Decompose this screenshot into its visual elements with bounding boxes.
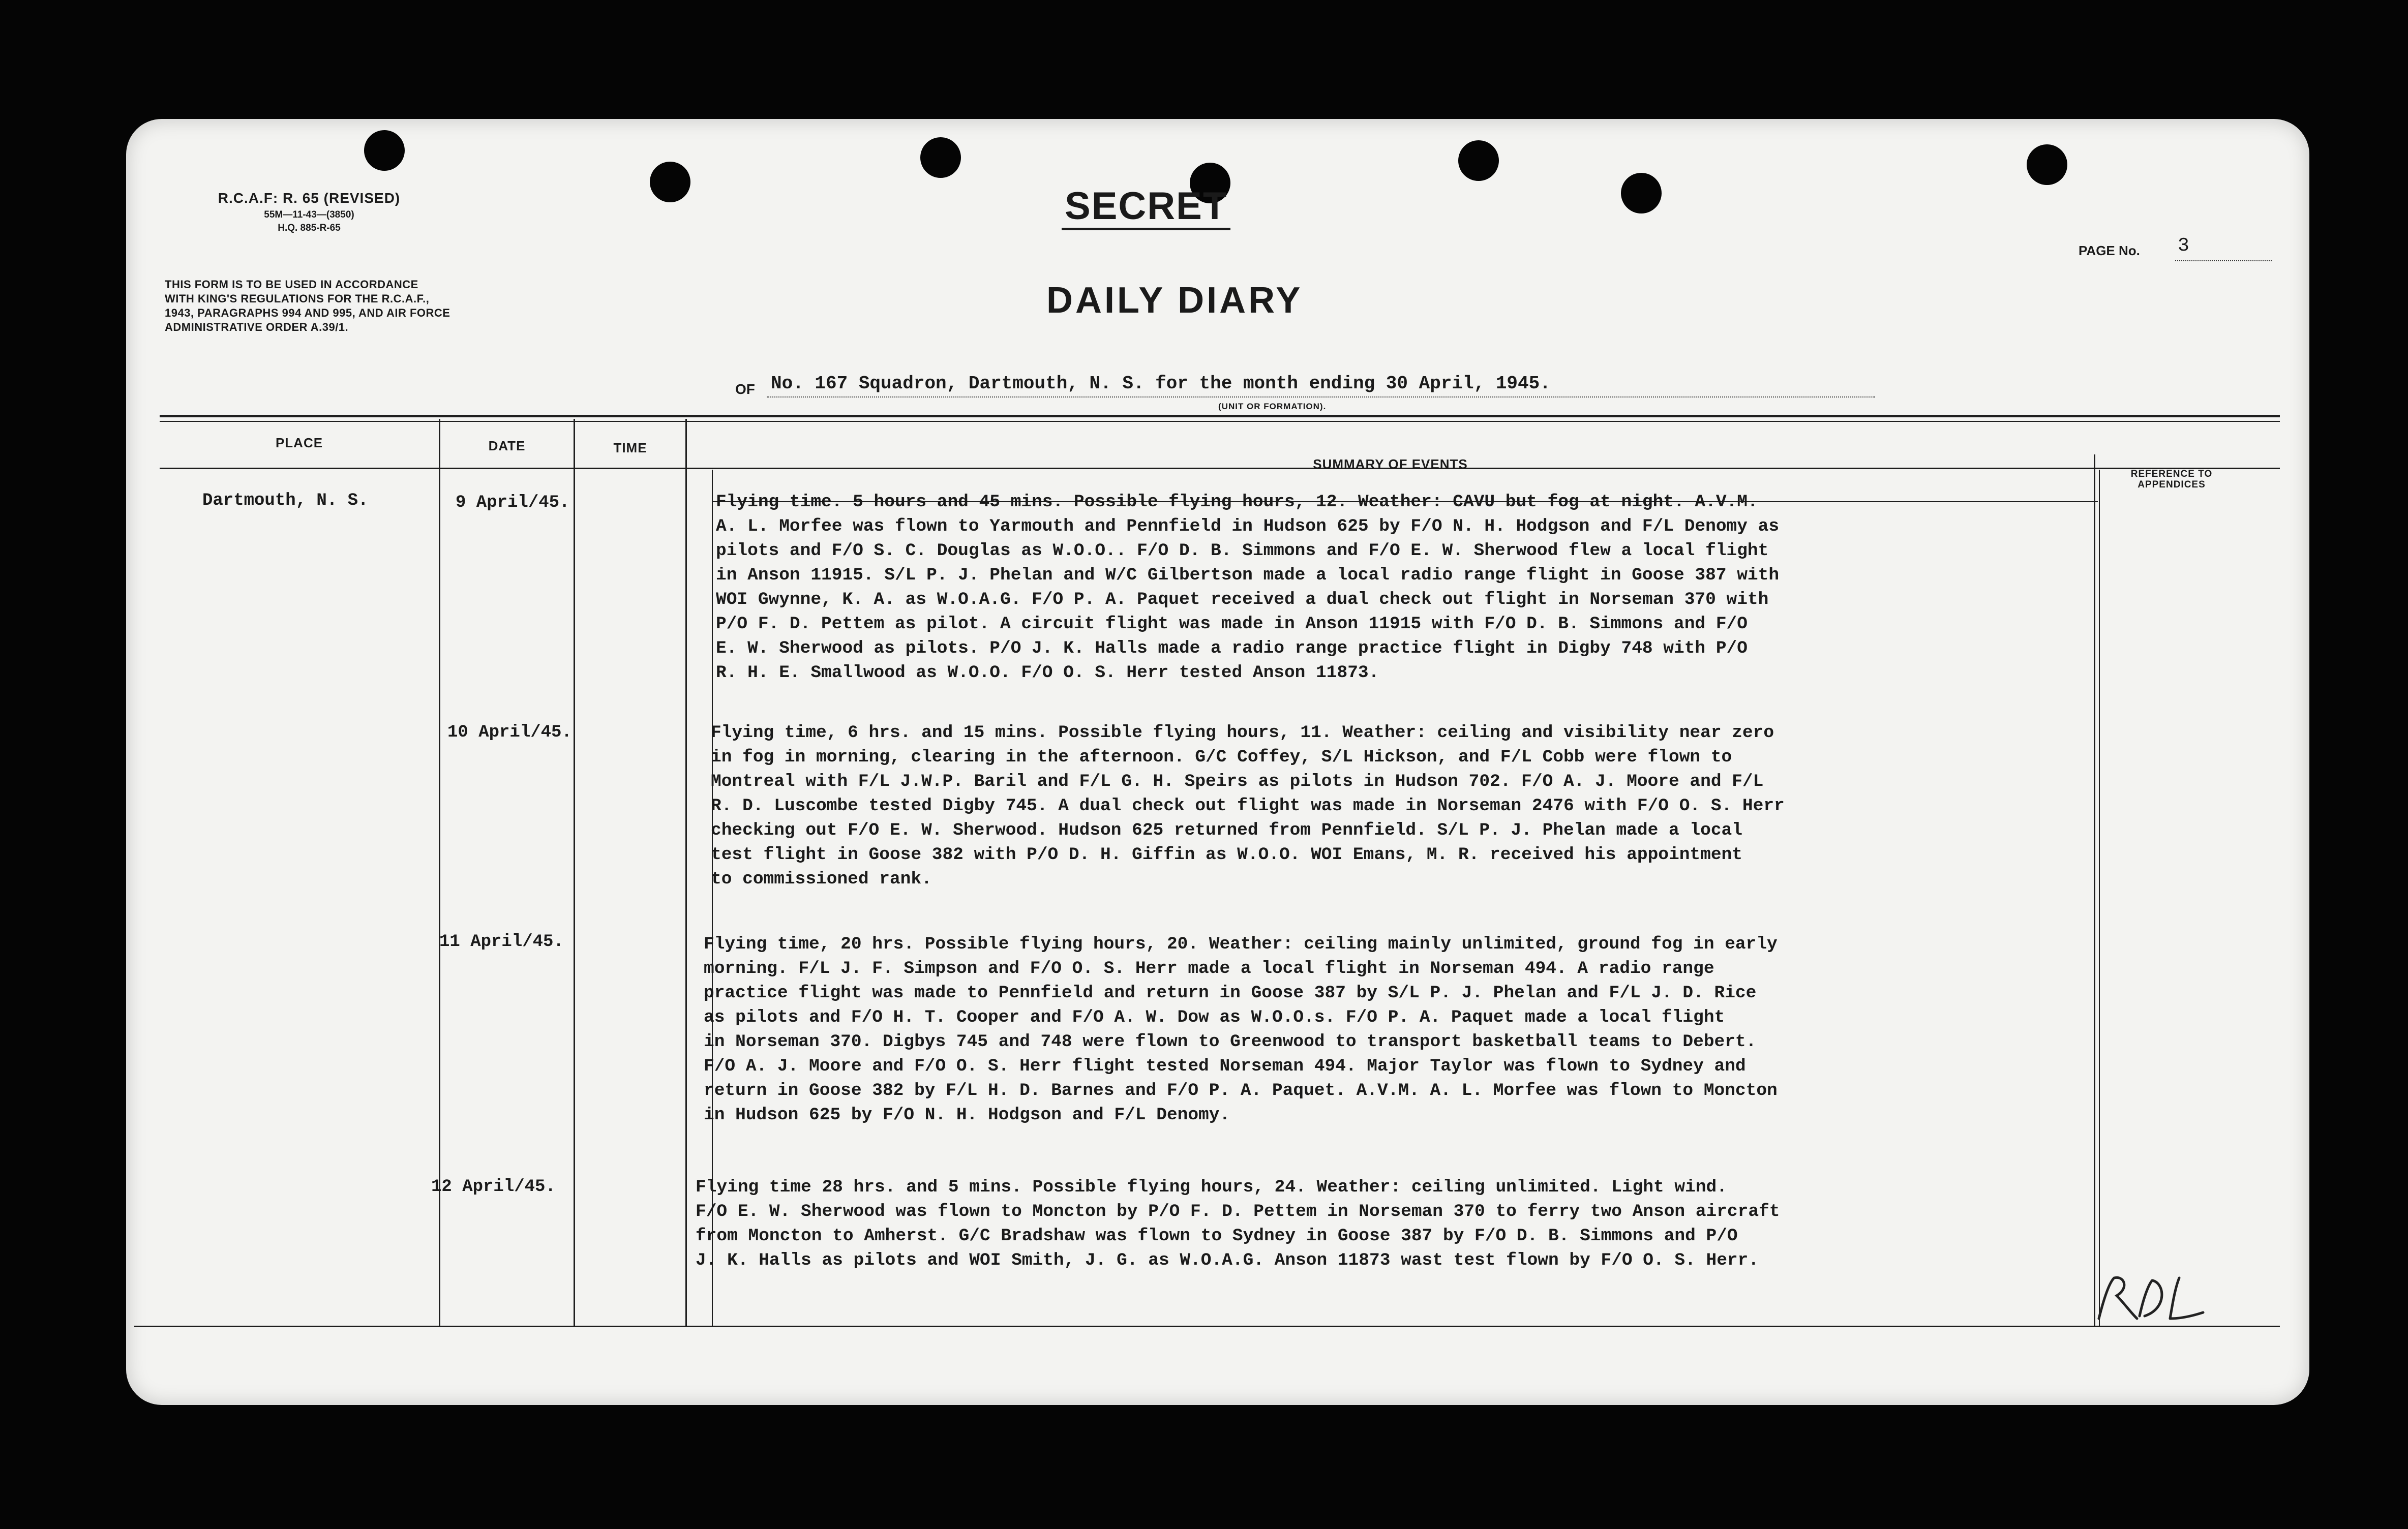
entry-line: Flying time. 5 hours and 45 mins. Possible flying hours, 12. Weather: CAVU but fog at night. A.V.M.	[716, 492, 1758, 512]
entry-line: R. D. Luscombe tested Digby 745. A dual check out flight was made in Norseman 2476 with F/O O. S. Herr	[711, 796, 1785, 816]
entry-line: as pilots and F/O H. T. Cooper and F/O A. W. Dow as W.O.O.s. F/O P. A. Paquet made a local flight	[704, 1007, 1725, 1027]
entry-line: R. H. E. Smallwood as W.O.O. F/O O. S. Herr tested Anson 11873.	[716, 663, 1379, 683]
page-number-label: PAGE No.	[2079, 243, 2140, 258]
diary-form-sheet	[126, 119, 2309, 1405]
entry-line: F/O A. J. Moore and F/O O. S. Herr flight tested Norseman 494. Major Taylor was flown to Sydney and	[704, 1056, 1746, 1076]
document-title: DAILY DIARY	[1046, 280, 1303, 321]
entry-line: Flying time, 6 hrs. and 15 mins. Possible flying hours, 11. Weather: ceiling and visibility near zero	[711, 723, 1774, 743]
ref-inner-divider	[2099, 470, 2100, 1326]
column-header-reference	[2095, 469, 2248, 490]
of-label: OF	[735, 381, 755, 397]
regulation-note	[165, 278, 602, 334]
form-code	[182, 190, 436, 234]
page-number-field	[2079, 235, 2272, 259]
entry-line: return in Goose 382 by F/L H. D. Barnes and F/O P. A. Paquet. A.V.M. A. L. Morfee was flown to Moncton	[704, 1081, 1778, 1100]
regulation-note-line: THIS FORM IS TO BE USED IN ACCORDANCE	[165, 278, 418, 291]
form-code-line-1: R.C.A.F: R. 65 (REVISED)	[218, 190, 401, 206]
entry-line: A. L. Morfee was flown to Yarmouth and Pennfield in Hudson 625 by F/O N. H. Hodgson and F/L Denomy as	[716, 516, 1780, 536]
column-header-date: DATE	[488, 438, 526, 453]
entry-line: checking out F/O E. W. Sherwood. Hudson 625 returned from Pennfield. S/L P. J. Phelan made a local	[711, 820, 1742, 840]
form-code-line-3: H.Q. 885-R-65	[278, 223, 341, 233]
entry-line: to commissioned rank.	[711, 869, 932, 889]
column-header-reference-line: REFERENCE TO	[2130, 469, 2213, 479]
punch-hole	[1458, 140, 1499, 181]
diary-entry	[704, 932, 1778, 1127]
entry-line: from Moncton to Amherst. G/C Bradshaw was flown to Sydney in Goose 387 by F/O D. B. Simmons and P/O	[696, 1226, 1738, 1246]
regulation-note-line: 1943, PARAGRAPHS 994 AND 995, AND AIR FORCE	[165, 307, 450, 319]
diary-entry	[711, 721, 1785, 892]
entry-line: E. W. Sherwood as pilots. P/O J. K. Halls made a radio range practice flight in Digby 748 with P/O	[716, 638, 1748, 658]
entry-line: in Hudson 625 by F/O N. H. Hodgson and F/L Denomy.	[704, 1105, 1230, 1125]
punch-hole	[364, 130, 405, 171]
column-header-reference-line: APPENDICES	[2138, 479, 2206, 490]
entry-line: test flight in Goose 382 with P/O D. H. Giffin as W.O.O. WOI Emans, M. R. received his appointment	[711, 845, 1742, 865]
page-number-value: 3	[2178, 235, 2189, 257]
handwritten-initials	[2089, 1268, 2211, 1329]
entry-date: 10 April/45.	[447, 723, 572, 742]
entry-line: in fog in morning, clearing in the afternoon. G/C Coffey, S/L Hickson, and F/L Cobb were flown to	[711, 747, 1732, 767]
form-code-line-2: 55M—11-43—(3850)	[264, 209, 354, 220]
column-header-time: TIME	[613, 440, 647, 455]
entry-line: Flying time 28 hrs. and 5 mins. Possible flying hours, 24. Weather: ceiling unlimited. Light wind.	[696, 1177, 1727, 1197]
regulation-note-line: ADMINISTRATIVE ORDER A.39/1.	[165, 321, 349, 333]
entry-line: WOI Gwynne, K. A. as W.O.A.G. F/O P. A. Paquet received a dual check out flight in Norseman 370 with	[716, 590, 1769, 609]
entry-line: F/O E. W. Sherwood was flown to Moncton by P/O F. D. Pettem in Norseman 370 to ferry two Anson aircraft	[696, 1202, 1780, 1221]
entry-line: pilots and F/O S. C. Douglas as W.O.O.. F/O D. B. Simmons and F/O E. W. Sherwood flew a local flight	[716, 541, 1769, 561]
summary-ref-divider	[2094, 454, 2095, 1326]
classification-stamp: SECRET	[1062, 185, 1230, 230]
entry-line: morning. F/L J. F. Simpson and F/O O. S. Herr made a local flight in Norseman 494. A radio range	[704, 959, 1714, 978]
unit-value: No. 167 Squadron, Dartmouth, N. S. for the month ending 30 April, 1945.	[771, 373, 1551, 394]
entry-date: 9 April/45.	[456, 493, 570, 512]
column-header-summary: SUMMARY OF EVENTS	[1313, 456, 1468, 472]
entry-line: P/O F. D. Pettem as pilot. A circuit flight was made in Anson 11915 with F/O D. B. Simmons and F/O	[716, 614, 1748, 634]
unit-caption: (UNIT OR FORMATION).	[1218, 402, 1327, 411]
entry-line: Montreal with F/L J.W.P. Baril and F/L G. H. Speirs as pilots in Hudson 702. F/O A. J. Moore and F/L	[711, 772, 1764, 791]
table-top-rule	[160, 415, 2280, 417]
diary-entry	[716, 490, 1779, 685]
table-bottom-rule	[134, 1326, 2280, 1327]
table-top-rule-2	[160, 421, 2280, 422]
punch-hole	[650, 162, 690, 202]
page-number-rule	[2175, 260, 2272, 261]
unit-line	[735, 373, 1905, 409]
entry-line: in Norseman 370. Digbys 745 and 748 were flown to Greenwood to transport basketball teams to Debert.	[704, 1032, 1757, 1052]
column-header-place: PLACE	[275, 435, 323, 450]
entry-line: J. K. Halls as pilots and WOI Smith, J. G. as W.O.A.G. Anson 11873 wast test flown by F/O O. S. Herr.	[696, 1250, 1759, 1270]
entry-line: Flying time, 20 hrs. Possible flying hours, 20. Weather: ceiling mainly unlimited, ground fog in early	[704, 934, 1778, 954]
time-summary-divider	[685, 419, 687, 1326]
punch-hole	[920, 137, 961, 178]
place-value: Dartmouth, N. S.	[202, 491, 369, 510]
punch-hole	[1621, 173, 1662, 213]
entry-line: practice flight was made to Pennfield and return in Goose 387 by S/L P. J. Phelan and F/L J. D. Rice	[704, 983, 1757, 1003]
date-time-divider	[574, 419, 575, 1326]
punch-hole	[2027, 144, 2067, 185]
diary-entry	[696, 1175, 1780, 1273]
entry-date: 12 April/45.	[431, 1177, 556, 1197]
regulation-note-line: WITH KING'S REGULATIONS FOR THE R.C.A.F.,	[165, 292, 430, 305]
entry-line: in Anson 11915. S/L P. J. Phelan and W/C Gilbertson made a local radio range flight in Goose 387 with	[716, 565, 1780, 585]
entry-date: 11 April/45.	[439, 932, 564, 952]
unit-rule	[767, 396, 1875, 397]
